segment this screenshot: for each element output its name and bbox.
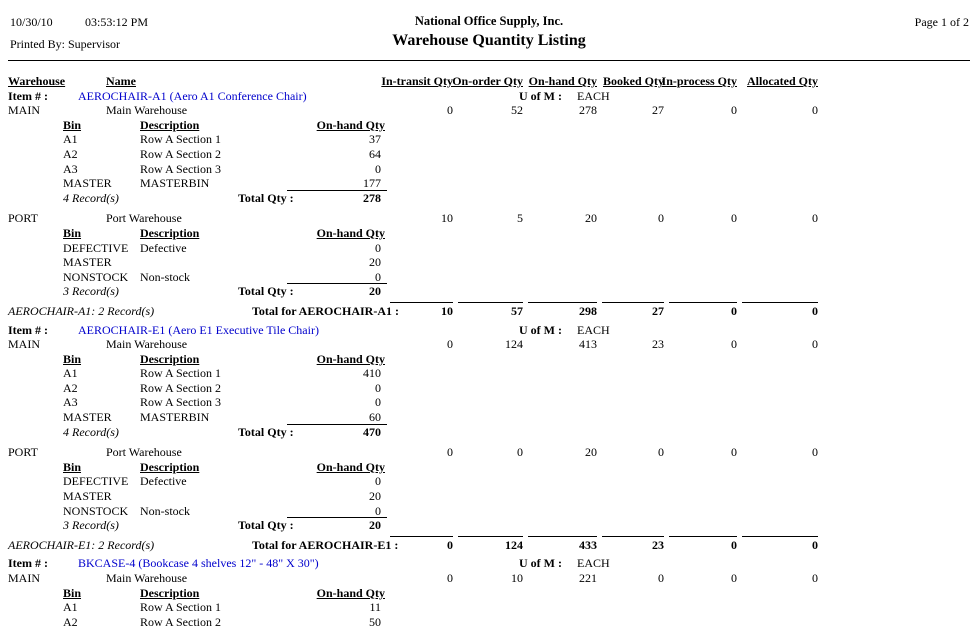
printed-by: Printed By: Supervisor [10,37,120,51]
record-count: 4 Record(s) [63,190,119,205]
warehouse-qty-4: 0 [731,571,737,585]
warehouse-code: PORT [8,445,38,460]
total-rule [390,302,453,303]
description-header: Description [140,117,200,132]
item-header-row [0,556,978,571]
bin-onhand-qty: 60 [369,410,381,425]
bin-description: Row A Section 1 [140,600,222,615]
col-header-qty-3: Booked Qty [602,74,664,88]
bin-code: A1 [63,132,78,147]
warehouse-total-row [0,425,978,440]
warehouse-name: Port Warehouse [106,211,182,226]
total-qty-value: 20 [369,518,381,533]
item-total-qty-1: 124 [505,537,523,552]
warehouse-qty-4: 0 [731,103,737,118]
warehouse-qty-0: 0 [447,445,453,460]
bin-code: A1 [63,600,78,615]
item-total-qty-0: 0 [447,537,453,552]
report-title: Warehouse Quantity Listing [392,32,586,49]
item-total-qty-5: 0 [812,537,818,552]
warehouse-name: Main Warehouse [106,337,188,352]
bin-onhand-qty: 50 [369,614,381,629]
bin-row [0,410,978,425]
col-header-qty-0: In-transit Qty [381,74,453,88]
warehouse-qty-5: 0 [812,571,818,585]
header-rule [8,60,970,61]
bin-onhand-qty: 0 [375,240,381,255]
col-header-qty-5: Allocated Qty [747,74,818,88]
bin-header: Bin [63,117,82,132]
warehouse-name: Main Warehouse [106,103,188,118]
description-header: Description [140,585,200,600]
bin-row [0,162,978,177]
col-header-qty-1: On-order Qty [452,74,523,88]
item-code-link[interactable]: BKCASE-4 (Bookcase 4 shelves 12" - 48" X 30") [78,556,319,571]
warehouse-name: Main Warehouse [106,571,188,585]
item-summary-row [0,538,978,553]
uofm-value: EACH [577,88,610,103]
bin-header: Bin [63,459,82,474]
warehouse-qty-2: 221 [579,571,597,585]
bin-code: NONSTOCK [63,269,129,284]
bin-code: MASTER [63,176,112,191]
uofm-label: U of M : [519,88,562,103]
bin-description: Row A Section 3 [140,395,222,410]
item-code-link[interactable]: AEROCHAIR-E1 (Aero E1 Executive Tile Chair) [78,322,319,337]
bin-row [0,615,978,630]
bin-row [0,255,978,270]
onhand-header: On-hand Qty [316,225,385,240]
item-total-label: Total for AEROCHAIR-A1 : [252,303,400,318]
total-rule [390,536,453,537]
bin-onhand-qty: 20 [369,255,381,270]
bin-code: MASTER [63,255,112,270]
item-code-link[interactable]: AEROCHAIR-A1 (Aero A1 Conference Chair) [78,88,307,103]
uofm-label: U of M : [519,556,562,571]
total-rule [742,302,818,303]
bin-code: A2 [63,380,78,395]
bin-code: A2 [63,614,78,629]
bin-header: Bin [63,225,82,240]
bin-description: MASTERBIN [140,410,210,425]
bin-code: MASTER [63,410,112,425]
total-rule [602,536,664,537]
bin-code: A2 [63,146,78,161]
bin-code: DEFECTIVE [63,474,129,489]
warehouse-row [0,337,978,352]
bin-code: A3 [63,161,78,176]
item-total-qty-3: 27 [652,303,664,318]
total-rule [458,536,523,537]
item-total-qty-2: 298 [579,303,597,318]
warehouse-row [0,445,978,460]
bin-onhand-qty: 11 [369,600,381,615]
item-record-count: AEROCHAIR-E1: 2 Record(s) [8,537,155,552]
bin-header: Bin [63,585,82,600]
total-qty-label: Total Qty : [238,284,294,299]
bin-header-row [0,586,978,601]
bin-code: NONSTOCK [63,503,129,518]
bin-row [0,600,978,615]
bin-row [0,176,978,191]
warehouse-total-row [0,191,978,206]
bin-row [0,366,978,381]
warehouse-qty-3: 27 [652,103,664,118]
total-rule [528,536,597,537]
bin-row [0,395,978,410]
warehouse-qty-3: 0 [658,445,664,460]
total-rule [602,302,664,303]
warehouse-qty-3: 23 [652,337,664,352]
warehouse-qty-0: 0 [447,571,453,585]
warehouse-code: MAIN [8,337,40,352]
description-header: Description [140,351,200,366]
item-header-row [0,89,978,104]
onhand-header: On-hand Qty [316,117,385,132]
bin-row [0,381,978,396]
bin-header-row [0,352,978,367]
warehouse-total-row [0,284,978,299]
warehouse-qty-0: 10 [441,211,453,226]
bin-onhand-qty: 0 [375,474,381,489]
report-body [0,74,978,629]
record-count: 4 Record(s) [63,424,119,439]
warehouse-qty-4: 0 [731,337,737,352]
bin-onhand-qty: 0 [375,395,381,410]
bin-onhand-qty: 20 [369,489,381,504]
warehouse-qty-4: 0 [731,445,737,460]
warehouse-qty-2: 20 [585,445,597,460]
bin-row [0,132,978,147]
col-header-warehouse: Warehouse [8,74,66,88]
warehouse-qty-5: 0 [812,211,818,226]
bin-onhand-qty: 177 [363,176,381,191]
bin-header-row [0,226,978,241]
uofm-label: U of M : [519,322,562,337]
page-number: Page 1 of 2 [914,15,969,29]
item-number-label: Item # : [8,88,48,103]
bin-row [0,241,978,256]
bin-row [0,489,978,504]
total-qty-value: 20 [369,284,381,299]
item-total-qty-3: 23 [652,537,664,552]
item-summary-row [0,304,978,319]
bin-onhand-qty: 0 [375,269,381,284]
warehouse-qty-1: 10 [511,571,523,585]
bin-description: Row A Section 3 [140,161,222,176]
item-total-qty-4: 0 [731,537,737,552]
total-qty-label: Total Qty : [238,424,294,439]
bin-onhand-qty: 0 [375,161,381,176]
bin-description: Non-stock [140,503,190,518]
col-header-qty-2: On-hand Qty [528,74,597,88]
bin-onhand-qty: 64 [369,146,381,161]
warehouse-row [0,571,978,586]
warehouse-qty-4: 0 [731,211,737,226]
total-rule [669,302,737,303]
bin-header: Bin [63,351,82,366]
onhand-header: On-hand Qty [316,585,385,600]
warehouse-code: PORT [8,211,38,226]
warehouse-row [0,211,978,226]
bin-row [0,147,978,162]
warehouse-qty-5: 0 [812,445,818,460]
total-qty-label: Total Qty : [238,518,294,533]
warehouse-qty-1: 0 [517,445,523,460]
total-qty-label: Total Qty : [238,190,294,205]
bin-header-row [0,118,978,133]
item-number-label: Item # : [8,556,48,571]
item-record-count: AEROCHAIR-A1: 2 Record(s) [8,303,155,318]
bin-row [0,504,978,519]
bin-description: Defective [140,240,187,255]
report-time: 03:53:12 PM [85,15,149,29]
warehouse-name: Port Warehouse [106,445,182,460]
warehouse-qty-1: 124 [505,337,523,352]
total-qty-value: 278 [363,190,381,205]
item-header-row [0,323,978,338]
item-total-qty-1: 57 [511,303,523,318]
uofm-value: EACH [577,556,610,571]
bin-description: Row A Section 2 [140,614,222,629]
column-header-row [0,74,978,89]
bin-code: DEFECTIVE [63,240,129,255]
warehouse-qty-0: 0 [447,103,453,118]
bin-onhand-qty: 0 [375,380,381,395]
record-count: 3 Record(s) [63,518,119,533]
warehouse-qty-2: 20 [585,211,597,226]
total-rule [669,536,737,537]
total-qty-value: 470 [363,424,381,439]
company-name: National Office Supply, Inc. [414,14,564,28]
warehouse-qty-5: 0 [812,337,818,352]
onhand-header: On-hand Qty [316,351,385,366]
bin-description: Row A Section 2 [140,146,222,161]
warehouse-qty-3: 0 [658,211,664,226]
warehouse-total-row [0,518,978,533]
record-count: 3 Record(s) [63,284,119,299]
bin-code: A3 [63,395,78,410]
description-header: Description [140,225,200,240]
warehouse-code: MAIN [8,571,40,585]
bin-onhand-qty: 0 [375,503,381,518]
col-header-qty-4: In-process Qty [661,74,737,88]
bin-row [0,474,978,489]
warehouse-qty-3: 0 [658,571,664,585]
onhand-header: On-hand Qty [316,459,385,474]
warehouse-qty-2: 413 [579,337,597,352]
item-total-qty-0: 10 [441,303,453,318]
col-header-name: Name [106,74,136,88]
total-rule [458,302,523,303]
bin-description: Row A Section 1 [140,366,222,381]
bin-onhand-qty: 37 [369,132,381,147]
description-header: Description [140,459,200,474]
bin-description: Defective [140,474,187,489]
bin-row [0,270,978,285]
total-rule [742,536,818,537]
item-total-label: Total for AEROCHAIR-E1 : [252,537,399,552]
bin-code: MASTER [63,489,112,504]
warehouse-row [0,103,978,118]
uofm-value: EACH [577,322,610,337]
warehouse-qty-2: 278 [579,103,597,118]
warehouse-code: MAIN [8,103,40,118]
item-total-qty-2: 433 [579,537,597,552]
item-number-label: Item # : [8,322,48,337]
warehouse-qty-1: 5 [517,211,523,226]
bin-onhand-qty: 410 [363,366,381,381]
bin-description: MASTERBIN [140,176,210,191]
total-rule [528,302,597,303]
bin-header-row [0,460,978,475]
warehouse-qty-1: 52 [511,103,523,118]
bin-description: Row A Section 2 [140,380,222,395]
bin-description: Row A Section 1 [140,132,222,147]
item-total-qty-5: 0 [812,303,818,318]
warehouse-qty-0: 0 [447,337,453,352]
item-total-qty-4: 0 [731,303,737,318]
bin-code: A1 [63,366,78,381]
bin-description: Non-stock [140,269,190,284]
report-date: 10/30/10 [10,15,53,29]
warehouse-qty-5: 0 [812,103,818,118]
